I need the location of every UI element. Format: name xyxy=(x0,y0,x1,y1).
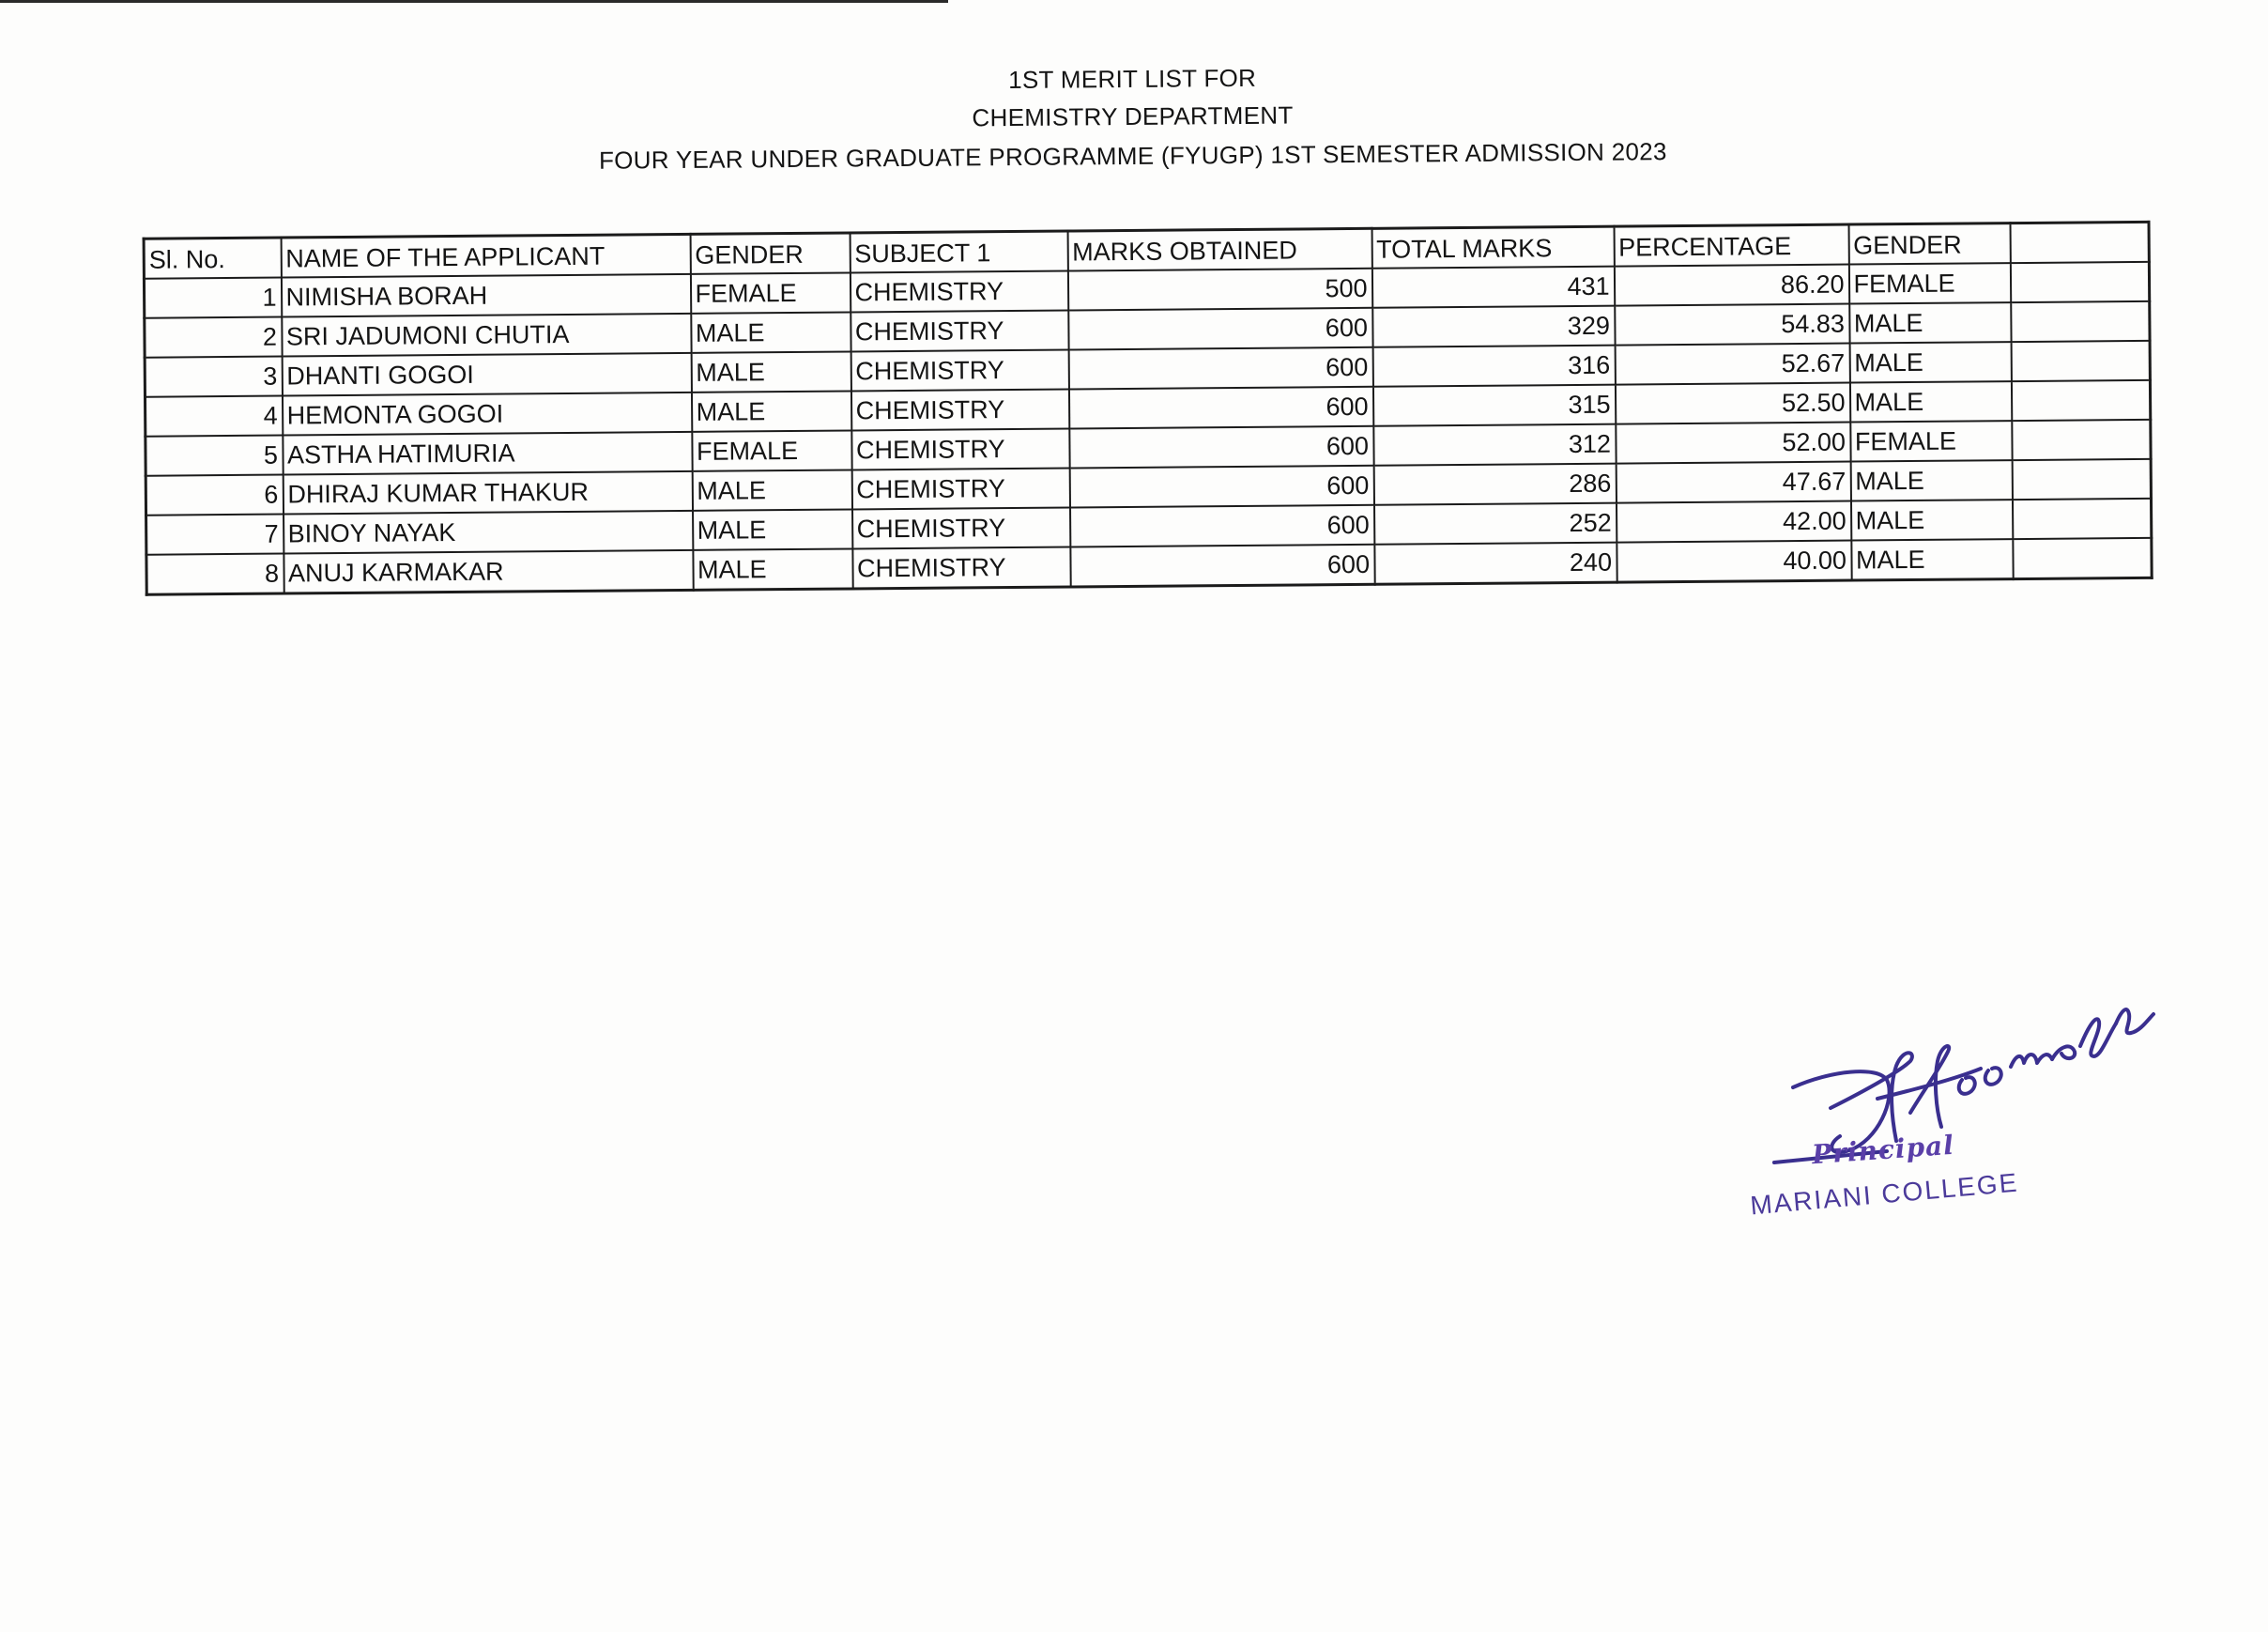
col-header-marks-obtained: MARKS OBTAINED xyxy=(1067,228,1372,270)
cell-percentage: 40.00 xyxy=(1617,541,1851,583)
cell-sl-no: 5 xyxy=(146,436,283,476)
cell-gender: FEMALE xyxy=(692,430,851,470)
cell-sl-no: 1 xyxy=(144,278,281,318)
cell-percentage: 52.67 xyxy=(1615,344,1849,385)
heading-line-3: FOUR YEAR UNDER GRADUATE PROGRAMME (FYUGP) 1ST SEMESTER ADMISSION 2023 xyxy=(598,137,1667,175)
cell-blank xyxy=(2011,380,2150,421)
cell-sl-no: 8 xyxy=(146,554,284,595)
cell-gender-2: MALE xyxy=(1849,342,2011,382)
cell-percentage: 52.00 xyxy=(1616,423,1850,464)
cell-blank xyxy=(2012,420,2151,460)
cell-blank xyxy=(2013,538,2152,579)
cell-percentage: 52.50 xyxy=(1615,383,1849,424)
cell-marks-obtained: 600 xyxy=(1068,347,1372,390)
cell-gender-2: MALE xyxy=(1849,302,2011,343)
cell-gender-2: MALE xyxy=(1850,460,2012,500)
cell-sl-no: 4 xyxy=(145,396,282,437)
merit-list-table xyxy=(143,221,2153,596)
cell-marks-obtained: 600 xyxy=(1070,545,1374,587)
cell-total-marks: 252 xyxy=(1374,503,1617,545)
cell-sl-no: 7 xyxy=(146,515,284,555)
cell-total-marks: 312 xyxy=(1373,424,1616,466)
col-header-blank xyxy=(2010,222,2149,263)
cell-total-marks: 431 xyxy=(1372,267,1614,308)
col-header-percentage: PERCENTAGE xyxy=(1614,224,1848,267)
cell-subject: CHEMISTRY xyxy=(851,469,1069,510)
cell-name: ANUJ KARMAKAR xyxy=(284,550,693,593)
cell-sl-no: 2 xyxy=(145,317,282,358)
cell-blank xyxy=(2010,262,2149,302)
cell-gender-2: MALE xyxy=(1850,500,2012,540)
cell-sl-no: 6 xyxy=(146,475,283,516)
cell-gender: MALE xyxy=(691,391,850,431)
cell-sl-no: 3 xyxy=(145,357,282,397)
cell-gender-2: FEMALE xyxy=(1848,263,2010,303)
col-header-sl-no: Sl. No. xyxy=(144,238,281,279)
cell-total-marks: 315 xyxy=(1372,385,1615,426)
cell-name: NIMISHA BORAH xyxy=(281,274,690,317)
cell-blank xyxy=(2011,301,2150,342)
cell-gender-2: MALE xyxy=(1849,381,2011,422)
principal-signature-stamp xyxy=(1737,977,2168,1239)
cell-gender-2: FEMALE xyxy=(1850,421,2012,461)
cell-total-marks: 316 xyxy=(1372,346,1615,387)
col-header-total-marks: TOTAL MARKS xyxy=(1372,226,1614,269)
cell-name: DHIRAJ KUMAR THAKUR xyxy=(283,471,692,515)
cell-name: DHANTI GOGOI xyxy=(282,353,691,396)
cell-blank xyxy=(2011,341,2150,381)
cell-marks-obtained: 500 xyxy=(1067,269,1372,311)
cell-name: SRI JADUMONI CHUTIA xyxy=(282,314,691,357)
cell-percentage: 54.83 xyxy=(1615,304,1849,346)
cell-subject: CHEMISTRY xyxy=(850,271,1067,313)
col-header-name: NAME OF THE APPLICANT xyxy=(281,234,690,277)
cell-subject: CHEMISTRY xyxy=(850,390,1068,431)
cell-blank xyxy=(2012,459,2151,500)
stamp-college-name: MARIANI COLLEGE xyxy=(1749,1167,2020,1221)
cell-marks-obtained: 600 xyxy=(1069,466,1373,508)
heading-line-1: 1ST MERIT LIST FOR xyxy=(1008,63,1257,95)
cell-marks-obtained: 600 xyxy=(1070,505,1374,547)
col-header-subject: SUBJECT 1 xyxy=(850,231,1067,272)
cell-percentage: 42.00 xyxy=(1616,501,1850,543)
cell-name: BINOY NAYAK xyxy=(284,511,693,554)
heading-line-2: CHEMISTRY DEPARTMENT xyxy=(972,100,1294,132)
cell-marks-obtained: 600 xyxy=(1068,387,1372,429)
col-header-gender-2: GENDER xyxy=(1848,223,2010,265)
cell-subject: CHEMISTRY xyxy=(850,350,1068,392)
cell-name: ASTHA HATIMURIA xyxy=(283,432,692,475)
cell-gender: FEMALE xyxy=(690,272,850,313)
cell-gender: MALE xyxy=(691,312,850,352)
cell-subject: CHEMISTRY xyxy=(850,311,1068,352)
cell-subject: CHEMISTRY xyxy=(852,508,1070,549)
cell-gender: MALE xyxy=(692,470,851,510)
cell-marks-obtained: 600 xyxy=(1068,308,1372,350)
cell-total-marks: 329 xyxy=(1372,306,1615,347)
cell-total-marks: 286 xyxy=(1373,464,1616,505)
cell-total-marks: 240 xyxy=(1374,543,1617,585)
cell-blank xyxy=(2012,499,2151,539)
cell-subject: CHEMISTRY xyxy=(851,429,1069,470)
stamp-principal-label: Principal xyxy=(1811,1129,1955,1171)
col-header-gender: GENDER xyxy=(690,233,850,274)
cell-gender: MALE xyxy=(693,548,852,590)
cell-gender: MALE xyxy=(693,509,852,549)
cell-percentage: 86.20 xyxy=(1614,265,1848,306)
cell-name: HEMONTA GOGOI xyxy=(282,393,691,436)
cell-gender-2: MALE xyxy=(1851,539,2013,580)
cell-percentage: 47.67 xyxy=(1616,462,1850,503)
cell-subject: CHEMISTRY xyxy=(852,547,1070,589)
cell-marks-obtained: 600 xyxy=(1069,426,1373,469)
cell-gender: MALE xyxy=(691,351,850,392)
